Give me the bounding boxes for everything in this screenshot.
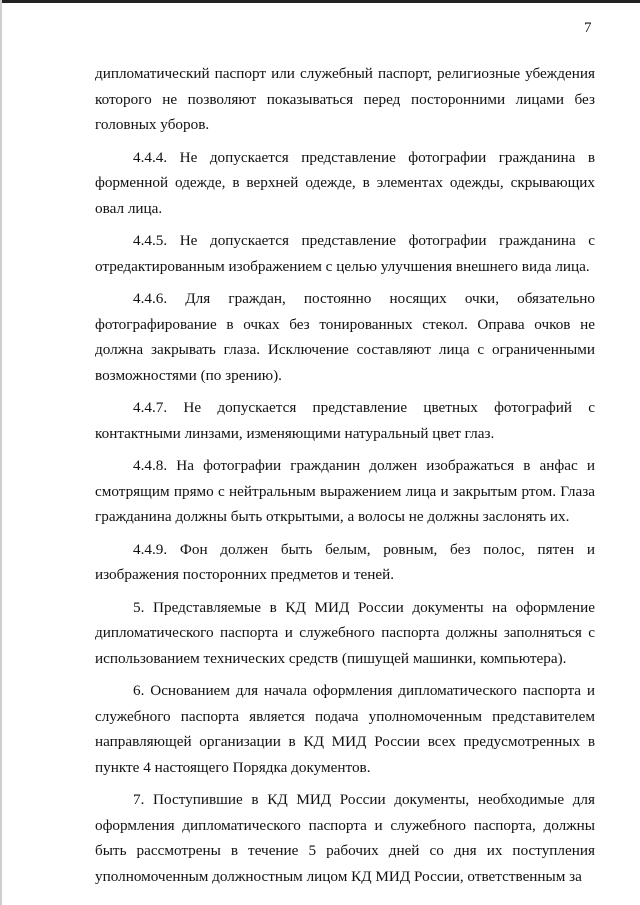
scan-top-edge (0, 0, 640, 3)
paragraph-6: 6. Основанием для начала оформления дипломатического паспорта и служебного паспорта является подача уполномоченным представителем направляющей организации в КД МИД России всех предусмотренных в пункте 4 настоящего Порядка документов. (95, 682, 595, 776)
paragraph-continuation: дипломатический паспорт или служебный паспорт, религиозные убеждения которого не позволяют показываться перед посторонними лицами без головных уборов. (95, 65, 595, 133)
paragraph-7: 7. Поступившие в КД МИД России документы, необходимые для оформления дипломатического паспорта и служебного паспорта, должны быть рассмотрены в течение 5 рабочих дней со дня их поступления уполномоченным должностным лицом КД МИД России, ответственным за (95, 791, 595, 885)
paragraph-4-4-5: 4.4.5. Не допускается представление фотографии гражданина с отредактированным изображением с целью улучшения внешнего вида лица. (95, 232, 595, 275)
document-body (95, 61, 595, 896)
page-number: 7 (584, 20, 592, 36)
paragraph-4-4-9: 4.4.9. Фон должен быть белым, ровным, без полос, пятен и изображения посторонних предметов и теней. (95, 540, 595, 583)
paragraph-4-4-8: 4.4.8. На фотографии гражданин должен изображаться в анфас и смотрящим прямо с нейтральным выражением лица и закрытым ртом. Глаза гражданина должны быть открытыми, а волосы не должны заслонять их. (95, 457, 595, 525)
paragraph-5: 5. Представляемые в КД МИД России документы на оформление дипломатического паспорта и служебного паспорта должны заполняться с использованием технических средств (пишущей машинки, компьютера). (95, 598, 595, 667)
paragraph-4-4-6: 4.4.6. Для граждан, постоянно носящих очки, обязательно фотографирование в очках без тонированных стекол. Оправа очков не должна закрывать глаза. Исключение составляют лица с ограниченными возможностями (по зрению). (95, 290, 595, 384)
paragraph-4-4-4: 4.4.4. Не допускается представление фотографии гражданина в форменной одежде, в верхней одежде, в элементах одежды, скрывающих овал лица. (95, 148, 595, 217)
scan-left-edge (0, 0, 2, 905)
paragraph-4-4-7: 4.4.7. Не допускается представление цветных фотографий с контактными линзами, изменяющими натуральный цвет глаз. (95, 399, 595, 442)
